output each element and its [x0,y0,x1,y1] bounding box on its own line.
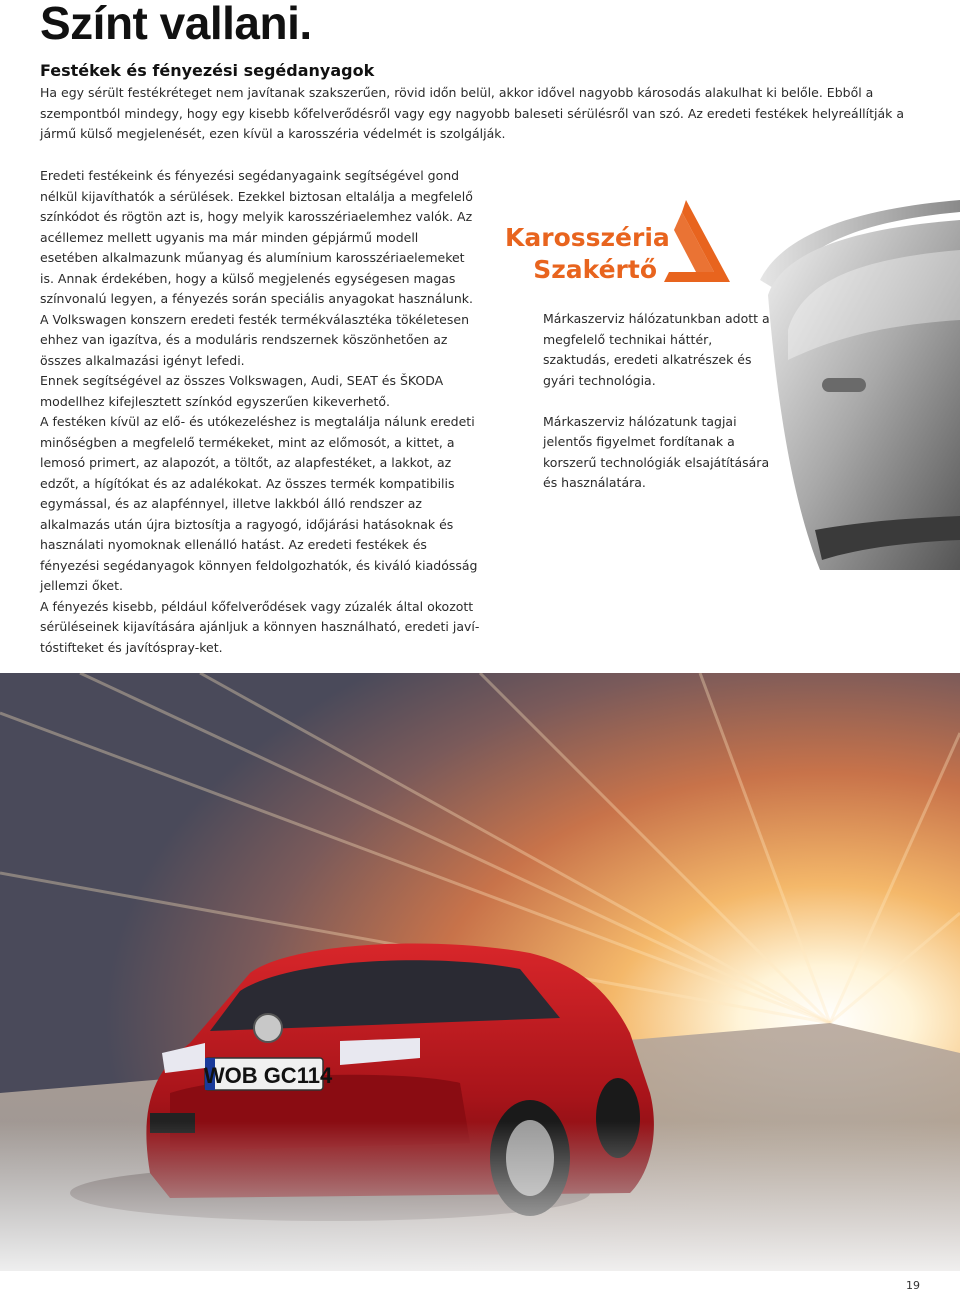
intro-paragraph: Ha egy sérült festékréteget nem javítanak szakszerűen, rövid időn belül, akkor idővel nagyobb károsodás alakulhat ki belőle. Ebből a szempontból mindegy, hogy egy kisebb kőfelverődésről vagy egy nagyobb baleseti sérülésről van szó. Az eredeti festékek helyreállítják a jármű külső megjelenését, ezen kívül a karosszéria védelmét is szolgálják. [40,85,905,141]
karosszeria-szakerto-logo [505,222,670,286]
side-info-text [543,309,773,514]
page-title: Színt vallani. [40,0,312,49]
car-tunnel-photo [0,673,960,1271]
logo-line-2: Szakértő [533,255,657,284]
side-paragraph: Márkaszerviz hálózatunk tagjai jelentős figyelmet fordítanak a korszerű technológiák elsajátítására és használatára. [543,413,770,490]
car-door-illustration [760,200,960,570]
section-heading: Festékek és fényezési segédanyagok [40,61,375,80]
body-paragraph: Ennek segítségével az összes Volkswagen, Audi, SEAT és ŠKODA modellhez kifejlesztett színkód egyszerűen kikeverhető. [40,373,444,409]
body-column [40,166,480,658]
side-paragraph: Márkaszerviz hálózatunkban adott a megfelelő technikai háttér, szaktudás, eredeti alkatrészek és gyári technológia. [543,311,770,388]
body-paragraph: A festéken kívül az elő- és utókezeléshez is megtalálja nálunk eredeti minőségben a megfelelő termékeket, mint az előmosót, a kittet, a lemosó primert, az alapozót, a töltőt, az alapfestéket, a lakkot, az edzőt, a hígítókat és az adalékokat. Az összes termék kompatibilis egymással, és az alapfénnyel, illetve lakkból álló rendszer az alkalmazás után újra biztosítja a ragyogó, időjárási hatásoknak és használati nyomoknak ellenálló hatást. Az eredeti festékek és fényezési segédanyagok könnyen feldolgozhatók, és kiváló kiadósság jellemzi őket. [40,414,478,593]
logo-triangle-icon [664,200,730,284]
body-paragraph: Eredeti festékeink és fényezési segédanyagaink segítségével gond nélkül kijavíthatók a sérülések. Ezekkel biztosan eltalálja a megfelelő színkódot és rögtön azt is, hogy melyik karosszériaelemhez valók. Az acéllemez mellett ugyanis ma már minden gépjármű modell esetében alkalmazunk műanyag és alumínium karosszériaelemeket is. Annak érdekében, hogy a külső megjelenés egységesen magas színvonalú legyen, a fényezés során speciális anyagokat használunk. [40,168,473,306]
logo-line-1: Karosszéria [505,223,670,252]
page-number: 19 [906,1279,920,1292]
body-paragraph: A fényezés kisebb, például kőfelverődések vagy zúzalék által okozott sérüléseinek kijavítására ajánljuk a könnyen használható, eredeti javítóstifteket és javítóspray-ket. [40,598,480,655]
body-paragraph: A Volkswagen konszern eredeti festék termékválasztéka tökéletesen ehhez van igazítva, és a moduláris rendszernek köszönhetően az összes alkalmazási igényt lefedi. [40,311,469,368]
